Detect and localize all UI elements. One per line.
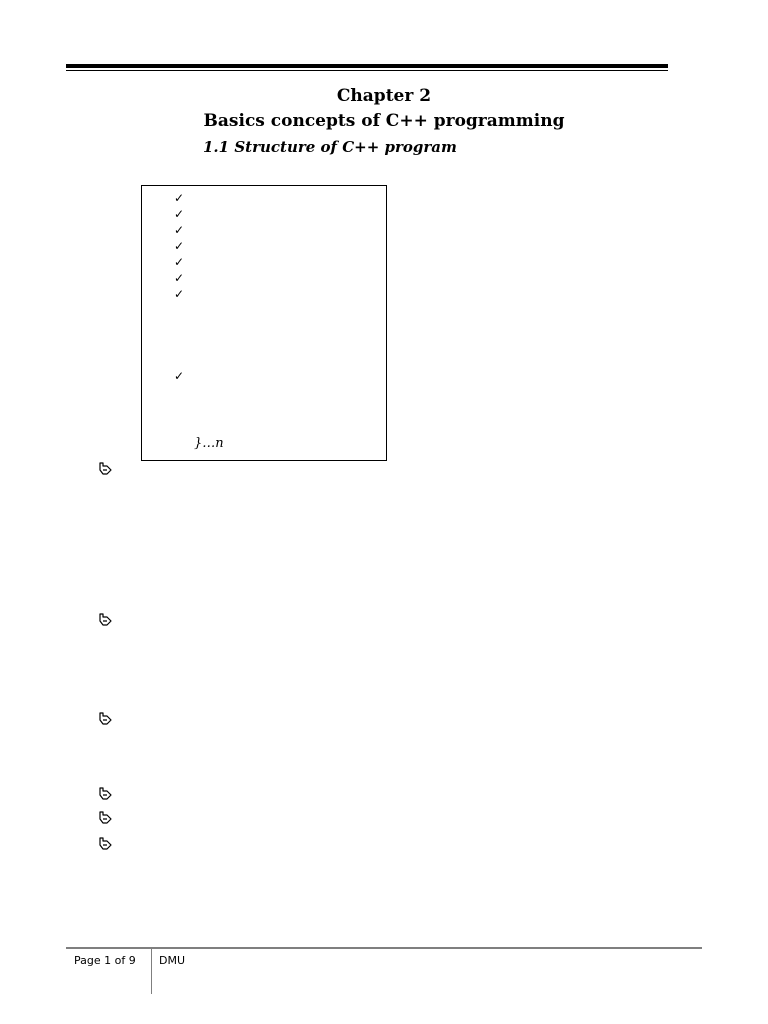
hand-pointer-icon [97, 711, 113, 727]
check-mark-icon: ✓ [174, 287, 185, 301]
hand-pointer-icon [97, 836, 113, 852]
hand-pointer-icon [97, 786, 113, 802]
hand-pointer-icon [97, 612, 113, 628]
check-mark-icon: ✓ [174, 223, 185, 237]
footer-rule [66, 947, 702, 949]
organization-label: DMU [159, 954, 186, 967]
document-title: Basics concepts of C++ programming [203, 111, 565, 131]
check-mark-icon: ✓ [174, 369, 185, 383]
check-mark-icon: ✓ [174, 255, 185, 269]
program-structure-box [141, 185, 387, 461]
check-mark-icon: ✓ [174, 207, 185, 221]
header-rule-thick [66, 64, 668, 68]
hand-pointer-icon [97, 810, 113, 826]
section-heading: 1.1 Structure of C++ program [203, 138, 457, 156]
chapter-title: Chapter 2 [336, 86, 432, 106]
check-mark-icon: ✓ [174, 271, 185, 285]
structure-ending-text: }…n [194, 436, 224, 451]
page-number: Page 1 of 9 [74, 954, 136, 967]
check-mark-icon: ✓ [174, 239, 185, 253]
check-mark-icon: ✓ [174, 191, 185, 205]
footer-divider [151, 949, 152, 994]
header-rule-thin [66, 70, 668, 71]
hand-pointer-icon [97, 461, 113, 477]
